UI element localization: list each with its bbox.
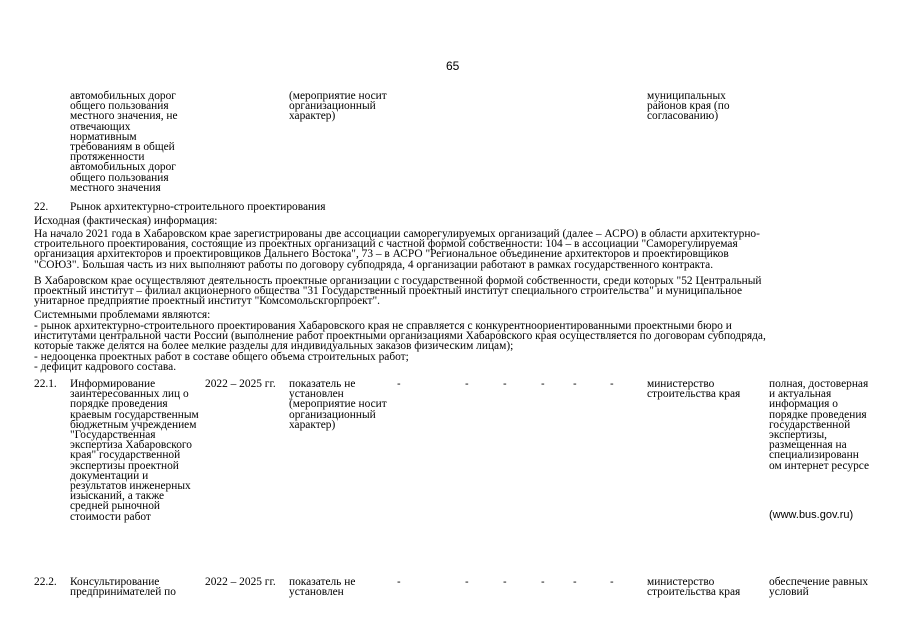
problem-line: - рынок архитектурно-строительного проектирования Хабаровского края не справляется с конкурентноориентированными проектными бюро и xyxy=(34,320,732,332)
problems-heading: Системными проблемами являются: xyxy=(34,309,211,321)
top-row-name: автомобильных дорог общего пользования местного значения, не отвечающих нормативным требованиям в общей протяженности автомобильных дорог общего пользования местного значения xyxy=(70,90,178,194)
problem-line: которые также делятся на более мелкие разделы для индивидуальных заказов физическим лицам); xyxy=(34,340,514,353)
row-value: - xyxy=(541,576,545,588)
paragraph-asro xyxy=(34,229,872,270)
problem-line: - недооценка проектных работ в составе общего объема строительных работ; xyxy=(34,350,409,363)
row-executor: министерство строительства края xyxy=(647,576,741,599)
row-value: - xyxy=(397,576,401,588)
paragraph-line: На начало 2021 года в Хабаровском крае зарегистрированы две ассоциации саморегулируемых организаций (далее – АСРО) в области архитектурно- xyxy=(34,228,760,240)
row-name: Информирование заинтересованных лиц о порядке проведения краевым государственным бюджетным учреждением "Государственная экспертиза Хабаровского края" государственной экспертизы проектной документации и результатов инженерных изысканий, а также средней рыночной стоимости работ xyxy=(70,378,199,523)
row-result: полная, достоверная и актуальная информация о порядке проведения государственной экспертизы, размещенная на специализированн ом интернет ресурсе xyxy=(769,378,870,472)
row-value: - xyxy=(503,576,507,588)
paragraph-line: В Хабаровском крае осуществляют деятельность проектные организации с государственной формой собственности, среди которых "52 Центральный xyxy=(34,275,762,287)
row-number: 22.1. xyxy=(34,378,57,390)
top-row-indicator: (мероприятие носит организационный характер) xyxy=(289,90,387,123)
problem-line: институтами центральной части России (выполнение работ проектными организациями Хабаровского края осуществляется по договорам субподряда, xyxy=(34,330,766,343)
info-heading: Исходная (фактическая) информация: xyxy=(34,215,218,227)
row-name: Консультирование предпринимателей по xyxy=(70,576,176,599)
row-value: - xyxy=(610,378,614,390)
row-value: - xyxy=(465,576,469,588)
paragraph-line: "СОЮЗ". Большая часть из них выполняют работы по договору субподряда, 4 организации работают в рамках государственного контракта. xyxy=(34,258,714,271)
row-indicator: показатель не установлен (мероприятие носит организационный характер) xyxy=(289,378,387,431)
row-value: - xyxy=(541,378,545,390)
section-title: Рынок архитектурно-строительного проектирования xyxy=(70,201,326,213)
top-row-executor: муниципальных районов края (по согласованию) xyxy=(647,90,730,123)
row-value: - xyxy=(397,378,401,390)
page-number: 65 xyxy=(446,59,460,73)
row-value: - xyxy=(610,576,614,588)
paragraph-line: организация архитекторов и проектировщиков Дальнего Востока", 73 – в АСРО "Региональное объединение архитекторов и проектировщиков xyxy=(34,248,729,261)
section-number: 22. xyxy=(34,201,49,213)
row-indicator: показатель не установлен xyxy=(289,576,356,599)
row-result: обеспечение равных условий xyxy=(769,576,869,599)
paragraph-state-orgs xyxy=(34,276,872,307)
paragraph-line: проектный институт – филиал акционерного общества "31 Государственный проектный институт специального строительства" и муниципальное xyxy=(34,285,743,298)
row-executor: министерство строительства края xyxy=(647,378,741,401)
row-value: - xyxy=(503,378,507,390)
problems-list xyxy=(34,321,872,372)
row-period: 2022 – 2025 гг. xyxy=(205,378,276,390)
row-period: 2022 – 2025 гг. xyxy=(205,576,276,588)
paragraph-line: унитарное предприятие проектный институт "Комсомольскгорпроект". xyxy=(34,295,381,308)
problem-line: - дефицит кадрового состава. xyxy=(34,360,177,373)
row-value: - xyxy=(573,378,577,390)
paragraph-line: строительного проектирования, состоящие из проектных организаций с частной формой собственности: 104 – в ассоциации "Саморегулируемая xyxy=(34,238,738,251)
row-value: - xyxy=(573,576,577,588)
row-result-url: (www.bus.gov.ru) xyxy=(769,509,854,521)
row-number: 22.2. xyxy=(34,576,57,588)
row-value: - xyxy=(465,378,469,390)
